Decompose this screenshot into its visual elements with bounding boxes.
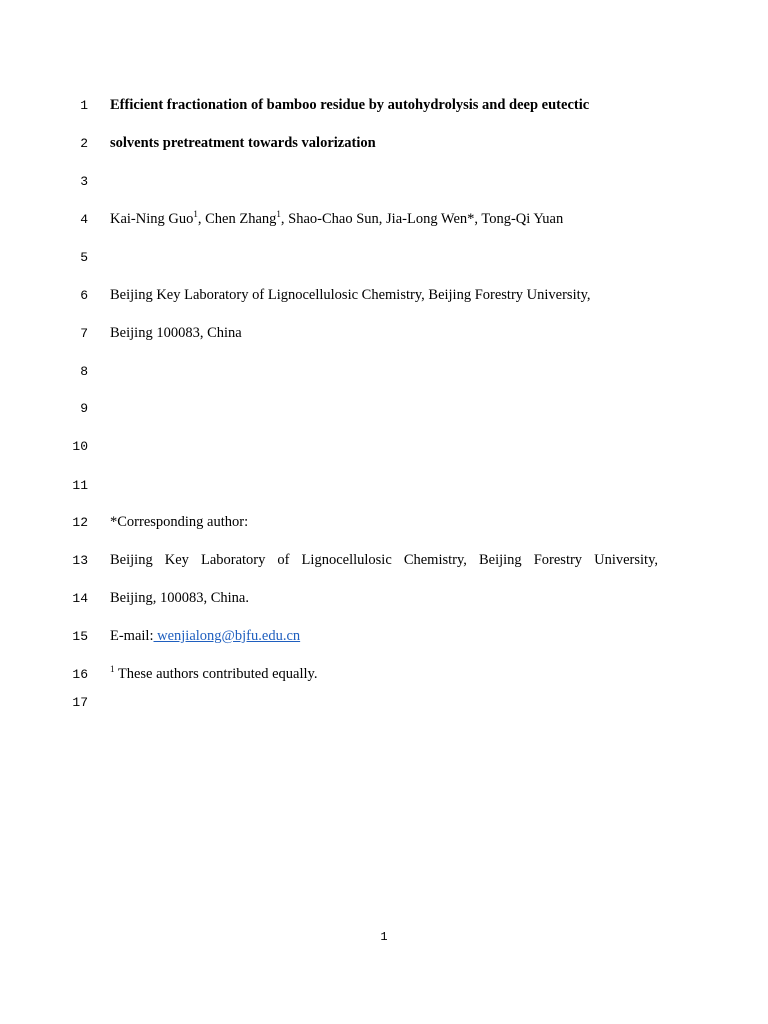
line-number-3: 3 [80,174,88,189]
corresponding-affiliation-line-2: Beijing, 100083, China. [110,590,249,606]
line-number-7: 7 [80,326,88,341]
author-name-2: , Chen Zhang [197,211,277,227]
author-name-1: Kai-Ning Guo [110,211,194,227]
line-number-13: 13 [72,553,88,568]
corresponding-affiliation-line-1: Beijing Key Laboratory of Lignocellulosic Chemistry, Beijing Forestry University, [110,552,658,568]
line-number-6: 6 [80,288,88,303]
author-1-superscript: 1 [193,209,198,220]
email-label: E-mail: [110,628,154,644]
line-number-11: 11 [72,478,88,493]
line-number-17: 17 [72,695,88,710]
line-number-1: 1 [80,98,88,113]
equal-contribution-footnote [110,665,317,683]
line-number-2: 2 [80,136,88,151]
author-2-superscript: 1 [276,209,281,220]
line-number-8: 8 [80,364,88,379]
page-number: 1 [380,930,388,944]
footnote-text: These authors contributed equally. [114,666,318,682]
footnote-superscript: 1 [110,664,115,675]
email-line [110,627,300,645]
affiliation-line-1: Beijing Key Laboratory of Lignocellulosic Chemistry, Beijing Forestry University, [110,287,591,303]
line-number-12: 12 [72,515,88,530]
line-number-4: 4 [80,212,88,227]
line-number-10: 10 [72,439,88,454]
author-names-rest: , Shao-Chao Sun, Jia-Long Wen*, Tong-Qi Yuan [280,211,564,227]
title-line-2: solvents pretreatment towards valorization [110,135,376,151]
line-number-14: 14 [72,591,88,606]
line-number-5: 5 [80,250,88,265]
line-number-9: 9 [80,401,88,416]
corresponding-author-heading: *Corresponding author: [110,514,249,530]
line-number-15: 15 [72,629,88,644]
author-list [110,210,563,228]
email-link[interactable]: wenjialong@bjfu.edu.cn [153,628,301,644]
affiliation-line-2: Beijing 100083, China [110,325,242,341]
title-line-1: Efficient fractionation of bamboo residue by autohydrolysis and deep eutectic [110,97,590,113]
line-number-16: 16 [72,667,88,682]
